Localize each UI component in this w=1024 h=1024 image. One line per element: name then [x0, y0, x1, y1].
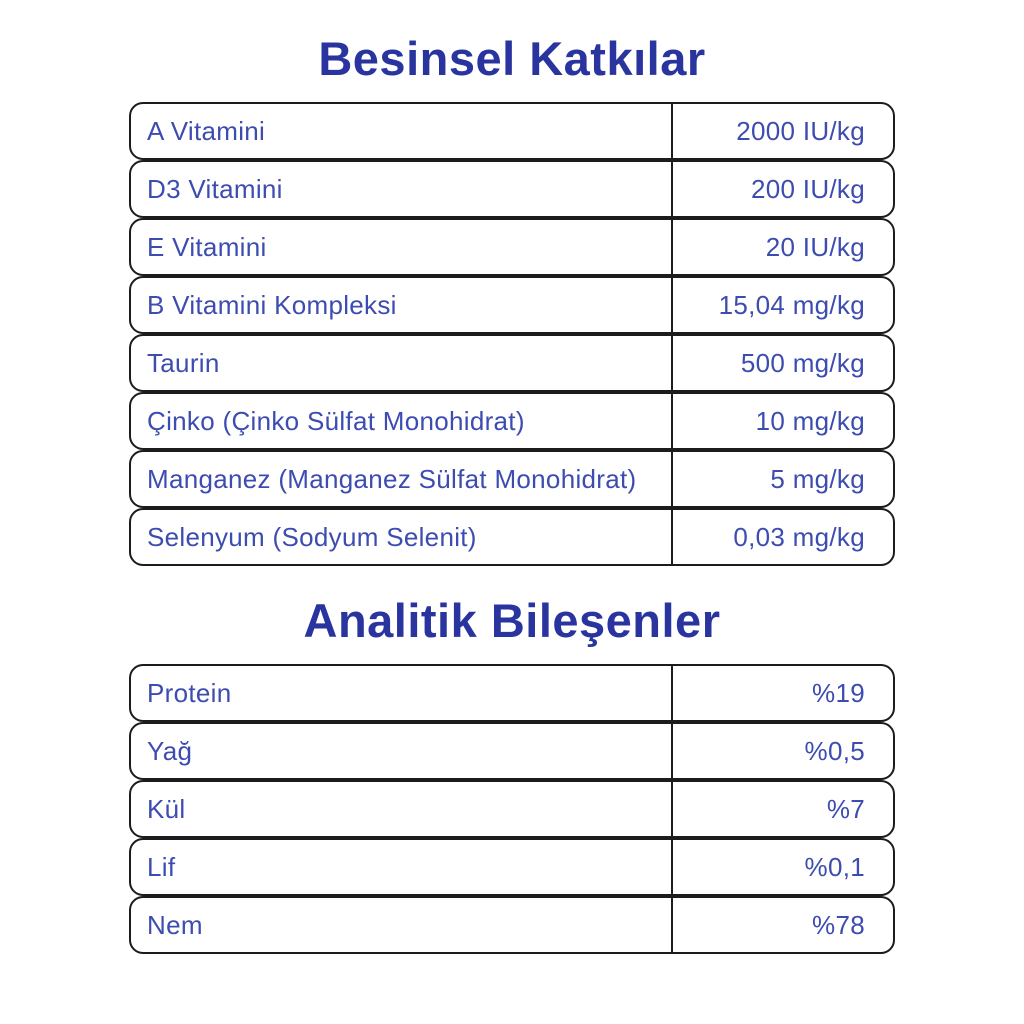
- row-value: %7: [671, 782, 893, 836]
- row-label: Taurin: [147, 347, 220, 378]
- row-label: A Vitamini: [147, 115, 266, 146]
- table-row: [129, 508, 895, 566]
- row-value: 500 mg/kg: [671, 336, 893, 390]
- row-value: 2000 IU/kg: [671, 104, 893, 158]
- row-label: B Vitamini Kompleksi: [147, 289, 397, 320]
- row-value: 20 IU/kg: [671, 220, 893, 274]
- nutrition-label: [129, 0, 895, 954]
- row-label: Manganez (Manganez Sülfat Monohidrat): [147, 463, 637, 494]
- table-row: [129, 392, 895, 450]
- row-label: E Vitamini: [147, 231, 267, 262]
- table-row: [129, 160, 895, 218]
- section-title-nutritional-additives: Besinsel Katkılar: [318, 32, 706, 85]
- table-row: [129, 218, 895, 276]
- row-label: Nem: [147, 909, 203, 940]
- row-label: Yağ: [147, 735, 193, 766]
- table-nutritional-additives: [129, 102, 895, 566]
- table-row: [129, 334, 895, 392]
- row-label: Selenyum (Sodyum Selenit): [147, 521, 477, 552]
- row-value: %0,1: [671, 840, 893, 894]
- table-row: [129, 780, 895, 838]
- row-value: 15,04 mg/kg: [671, 278, 893, 332]
- table-row: [129, 838, 895, 896]
- row-label: D3 Vitamini: [147, 173, 283, 204]
- row-label: Çinko (Çinko Sülfat Monohidrat): [147, 405, 525, 436]
- table-row: [129, 102, 895, 160]
- row-value: %78: [671, 898, 893, 952]
- section-analytical-components: [129, 592, 895, 954]
- row-value: 0,03 mg/kg: [671, 510, 893, 564]
- row-label: Lif: [147, 851, 176, 882]
- row-value: %19: [671, 666, 893, 720]
- table-analytical-components: [129, 664, 895, 954]
- table-row: [129, 664, 895, 722]
- table-row: [129, 896, 895, 954]
- table-row: [129, 276, 895, 334]
- row-value: 200 IU/kg: [671, 162, 893, 216]
- section-title-analytical-components: Analitik Bileşenler: [303, 594, 721, 647]
- row-label: Kül: [147, 793, 186, 824]
- row-value: 5 mg/kg: [671, 452, 893, 506]
- row-value: %0,5: [671, 724, 893, 778]
- table-row: [129, 450, 895, 508]
- row-value: 10 mg/kg: [671, 394, 893, 448]
- table-row: [129, 722, 895, 780]
- section-nutritional-additives: [129, 30, 895, 566]
- row-label: Protein: [147, 677, 232, 708]
